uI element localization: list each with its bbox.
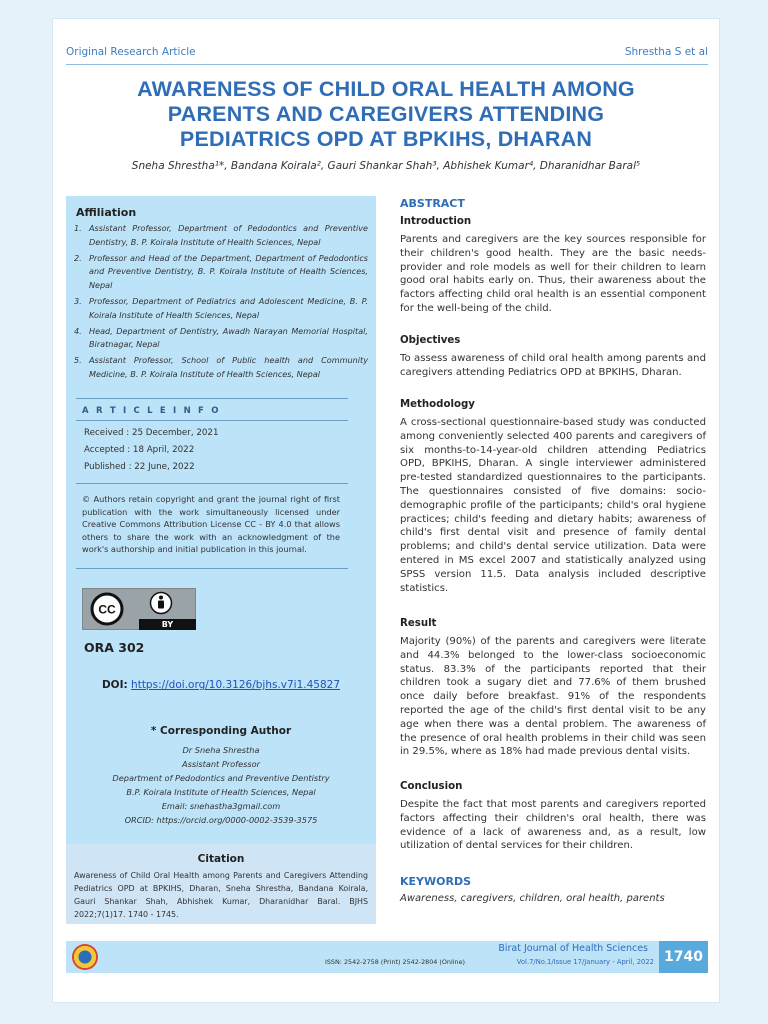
section-text: A cross-sectional questionnaire-based study was conducted among conveniently selected 400 parents and caregivers of six months-to-14-year-old children attending Pediatrics OPD, BPKIHS, Dharan. A single interviewer administered pre-tested standardized questionnaires to the participants. The questionnaires consisted of five domains: socio-demographic profile of the participants; child's oral hygiene practices; child's feeding and dietary habits; awareness of child's first dental visit and presence of family dental problems; and child's dental service utilization. Data were entered in MS excel 2007 and statistically analyzed using SPSS version 11.5. Data analysis included descriptive statistics. [400,417,706,594]
by-label: BY [139,619,196,630]
doi-link[interactable]: https://doi.org/10.3126/bjhs.v7i1.45827 [131,679,341,691]
section-text: Parents and caregivers are the key sources responsible for their children's good health. They are the basic needs-provider and role models as well for their children to learn good oral habits early on. Thus, their awareness about the factors affecting child oral health is an essential component for the well-being of the child. [400,234,706,314]
header-divider [66,64,708,65]
volume-line: Vol.7/No.1/Issue 17/January - April, 2022 [516,958,654,966]
received-date: Received : 25 December, 2021 [84,428,219,438]
article-info-divider [76,398,348,399]
corr-institution: B.P. Koirala Institute of Health Sciences, Nepal [126,787,316,797]
citation-text: Awareness of Child Oral Health among Parents and Caregivers Attending Pediatrics OPD at BPKIHS, Dharan, Sneha Shrestha, Bandana Koirala, Gauri Shankar Shah, Abhishek Kumar, Dharanidhar Baral. BJHS 2022;7(1)17. 1740 - 1745. [74,871,368,919]
copyright-divider [76,568,348,569]
section-heading: Objectives [400,335,461,346]
affiliation-item: 1. Assistant Professor, Department of Pedodontics and Preventive Dentistry, B. P. Koirala Institute of Health Sciences, Nepal [74,223,368,247]
abstract-section-conclusion [400,781,706,853]
section-heading: Conclusion [400,781,463,792]
section-heading: Introduction [400,216,472,227]
accepted-date: Accepted : 18 April, 2022 [84,445,195,455]
affiliation-item: 5. Assistant Professor, School of Public health and Community Medicine, B. P. Koirala Institute of Health Sciences, Nepal [74,355,368,379]
title-line: PARENTS AND CAREGIVERS ATTENDING [167,102,605,126]
journal-name: Birat Journal of Health Sciences [498,943,648,954]
article-info-divider [76,483,348,484]
title-line: PEDIATRICS OPD AT BPKIHS, DHARAN [179,127,593,151]
author-list: Sneha Shrestha¹*, Bandana Koirala², Gauri Shankar Shah³, Abhishek Kumar⁴, Dharanidhar Baral⁵ [131,160,641,172]
doi-line [66,679,376,691]
keywords-heading: KEYWORDS [400,875,472,888]
citation-heading: Citation [197,853,245,865]
abstract-section-introduction [400,216,706,316]
abstract-section-result [400,618,706,759]
affiliation-item: 4. Head, Department of Dentistry, Awadh Narayan Memorial Hospital, Biratnagar, Nepal [74,325,368,350]
copyright-notice: © Authors retain copyright and grant the journal right of first publication with the work simultaneously licensed under Creative Commons Attribution License CC - BY 4.0 that allows others to share the work with an acknowledgment of the work's authorship and initial publication in this journal. [82,494,340,555]
section-text: Majority (90%) of the parents and caregivers were literate and 44.3% belonged to the lower-class socioeconomic status. 83.3% of the participants reported that their children took a sugary diet and 77.6% of them brushed once daily before breakfast. 91% of the respondents reported the age of the child's first dental visit to be any age when there was a dental problem. The awareness of the presence of oral health problems in their child was seen in 29.5%, where as 18% had made previous dental visits. [400,636,706,758]
article-info-divider [76,420,348,421]
corresponding-author-details [66,743,376,827]
article-code: ORA 302 [84,640,145,655]
abstract-section-methodology [400,399,706,595]
page-number: 1740 [659,941,708,973]
corresponding-author-heading: * Corresponding Author [150,725,292,737]
section-heading: Result [400,618,437,629]
article-info-heading: A R T I C L E I N F O [82,406,221,416]
section-heading: Methodology [400,399,475,410]
affiliation-heading: Affiliation [76,206,137,219]
title-line: AWARENESS OF CHILD ORAL HEALTH AMONG [137,77,635,101]
corr-department: Department of Pedodontics and Preventive Dentistry [112,773,330,783]
doi-label: DOI: [101,679,128,691]
cc-letters: CC [98,602,116,617]
issn-line: ISSN: 2542-2758 (Print) 2542-2804 (Online) [324,958,465,966]
abstract-section-objectives [400,335,706,380]
corr-email[interactable]: Email: snehastha3gmail.com [161,801,281,811]
section-text: Despite the fact that most parents and caregivers reported factors affecting their children's oral health, there was evidence of a lack of awareness and, as a result, low utilization of dental services for their children. [400,799,706,852]
affiliation-item: 3. Professor, Department of Pediatrics and Adolescent Medicine, B. P. Koirala Institute of Health Sciences, Nepal [74,295,368,320]
abstract-heading: ABSTRACT [400,197,465,210]
article-type: Original Research Article [66,46,196,58]
running-header [66,46,708,62]
corr-position: Assistant Professor [181,759,261,769]
keywords-text: Awareness, caregivers, children, oral health, parents [400,893,665,904]
running-author: Shrestha S et al [624,46,708,58]
corr-orcid[interactable]: ORCID: https://orcid.org/0000-0002-3539-3575 [124,815,318,825]
section-text: To assess awareness of child oral health among parents and caregivers attending Pediatrics OPD at BPKIHS, Dharan. [400,353,706,378]
journal-logo-icon [72,944,98,970]
corr-name: Dr Sneha Shrestha [182,745,260,755]
affiliation-item: 2. Professor and Head of the Department, Department of Pedodontics and Preventive Dentistry, B. P. Koirala Institute of Health Sciences, Nepal [74,252,368,290]
article-title [80,77,692,152]
published-date: Published : 22 June, 2022 [84,462,195,472]
affiliation-list [74,222,368,384]
cc-by-license-badge[interactable] [82,588,196,630]
